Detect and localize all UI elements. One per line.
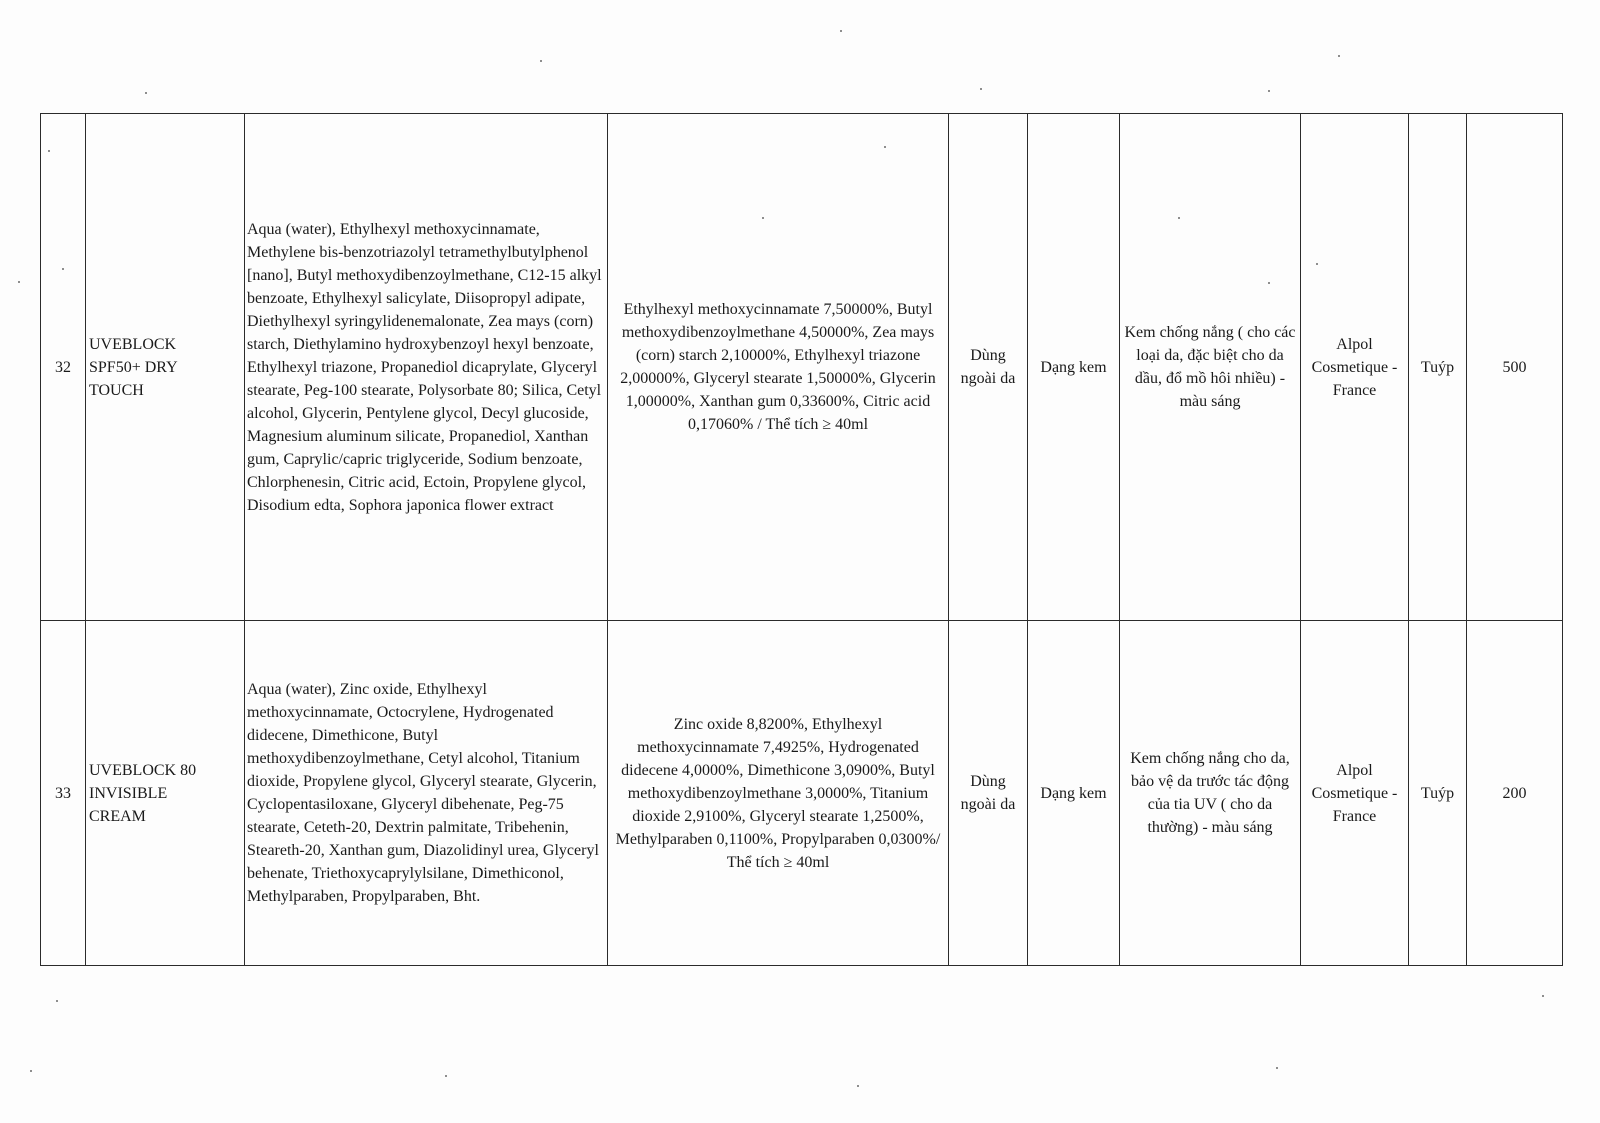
row-number: 33 bbox=[41, 621, 86, 966]
scan-speck bbox=[1542, 995, 1544, 997]
packaging: Tuýp bbox=[1409, 621, 1467, 966]
usage: Dùng ngoài da bbox=[949, 114, 1028, 621]
row-number: 32 bbox=[41, 114, 86, 621]
product-name: UVEBLOCK SPF50+ DRY TOUCH bbox=[86, 114, 245, 621]
manufacturer: Alpol Cosmetique - France bbox=[1301, 114, 1409, 621]
scan-speck bbox=[56, 1000, 58, 1002]
active-content: Ethylhexyl methoxycinnamate 7,50000%, Butyl methoxydibenzoylmethane 4,50000%, Zea mays (corn) starch 2,10000%, Ethylhexyl triazone 2,00000%, Glyceryl stearate 1,50000%, Glycerin 1,00000%, Xanthan gum 0,33600%, Citric acid 0,17060% / Thể tích ≥ 40ml bbox=[608, 114, 949, 621]
scan-speck bbox=[445, 1075, 447, 1077]
quantity: 200 bbox=[1467, 621, 1563, 966]
product-name: UVEBLOCK 80 INVISIBLE CREAM bbox=[86, 621, 245, 966]
scan-speck bbox=[1338, 55, 1340, 57]
scan-speck bbox=[840, 30, 842, 32]
usage: Dùng ngoài da bbox=[949, 621, 1028, 966]
scan-speck bbox=[980, 88, 982, 90]
table-row bbox=[41, 621, 1563, 966]
purpose: Kem chống nắng cho da, bảo vệ da trước tác động của tia UV ( cho da thường) - màu sáng bbox=[1120, 621, 1301, 966]
table-row bbox=[41, 114, 1563, 621]
manufacturer: Alpol Cosmetique - France bbox=[1301, 621, 1409, 966]
scan-speck bbox=[540, 60, 542, 62]
product-table bbox=[40, 113, 1563, 966]
scan-speck bbox=[145, 92, 147, 94]
scan-speck bbox=[857, 1085, 859, 1087]
quantity: 500 bbox=[1467, 114, 1563, 621]
scan-speck bbox=[1268, 90, 1270, 92]
ingredients: Aqua (water), Ethylhexyl methoxycinnamate, Methylene bis-benzotriazolyl tetramethylbutylphenol [nano], Butyl methoxydibenzoylmethane, C12-15 alkyl benzoate, Ethylhexyl salicylate, Diisopropyl adipate, Diethylhexyl syringylidenemalonate, Zea mays (corn) starch, Diethylamino hydroxybenzoyl hexyl benzoate, Ethylhexyl triazone, Propanediol dicaprylate, Glyceryl stearate, Peg-100 stearate, Polysorbate 80; Silica, Cetyl alcohol, Glycerin, Pentylene glycol, Decyl glucoside, Magnesium aluminum silicate, Propanediol, Xanthan gum, Caprylic/capric triglyceride, Sodium benzoate, Chlorphenesin, Citric acid, Ectoin, Propylene glycol, Disodium edta, Sophora japonica flower extract bbox=[245, 114, 608, 621]
scan-speck bbox=[1276, 1067, 1278, 1069]
packaging: Tuýp bbox=[1409, 114, 1467, 621]
ingredients: Aqua (water), Zinc oxide, Ethylhexyl methoxycinnamate, Octocrylene, Hydrogenated didecene, Dimethicone, Butyl methoxydibenzoylmethane, Cetyl alcohol, Titanium dioxide, Propylene glycol, Glyceryl stearate, Glycerin, Cyclopentasiloxane, Glyceryl dibehenate, Peg-75 stearate, Ceteth-20, Dextrin palmitate, Tribehenin, Steareth-20, Xanthan gum, Diazolidinyl urea, Glyceryl behenate, Triethoxycaprylylsilane, Dimethiconol, Methylparaben, Propylparaben, Bht. bbox=[245, 621, 608, 966]
scan-speck bbox=[30, 1070, 32, 1072]
scan-speck bbox=[18, 281, 20, 283]
product-form: Dạng kem bbox=[1028, 621, 1120, 966]
active-content: Zinc oxide 8,8200%, Ethylhexyl methoxycinnamate 7,4925%, Hydrogenated didecene 4,0000%, Dimethicone 3,0900%, Butyl methoxydibenzoylmethane 3,0000%, Titanium dioxide 2,9100%, Glyceryl stearate 1,2500%, Methylparaben 0,1100%, Propylparaben 0,0300%/ Thể tích ≥ 40ml bbox=[608, 621, 949, 966]
purpose: Kem chống nắng ( cho các loại da, đặc biệt cho da dầu, đổ mồ hôi nhiều) - màu sáng bbox=[1120, 114, 1301, 621]
product-form: Dạng kem bbox=[1028, 114, 1120, 621]
